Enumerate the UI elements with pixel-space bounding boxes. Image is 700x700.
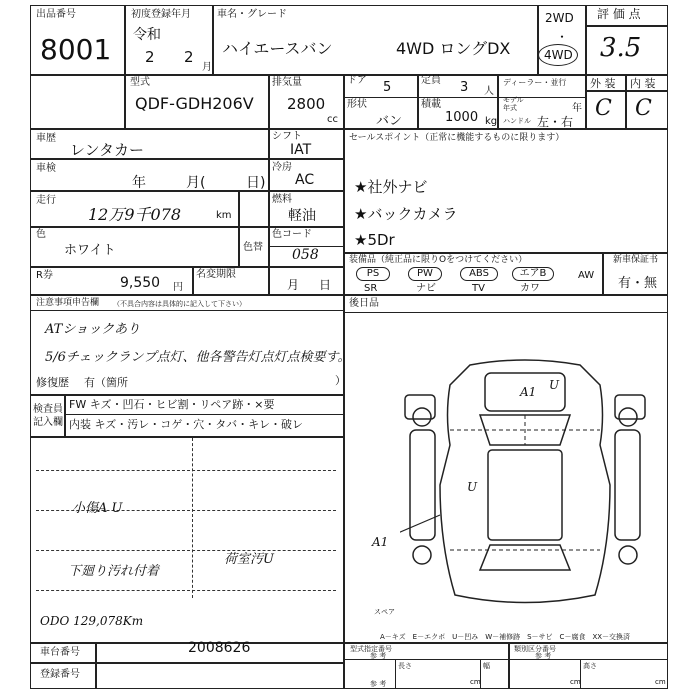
- door-label: ドア: [347, 75, 367, 86]
- damage-legend: A－キズ E－エクボ U－凹み W－補修跡 S－サビ C－腐食 XX－交換済: [380, 633, 631, 641]
- year-label: モデル年式: [503, 96, 524, 112]
- inspect-label: 車検: [36, 163, 56, 174]
- load: 1000: [445, 110, 479, 125]
- year-unit: 年: [572, 103, 582, 114]
- diagram-label: 後日品: [349, 298, 379, 309]
- notes-line1: ATショックあり: [45, 322, 141, 337]
- sales-point-1: ★社外ナビ: [354, 178, 428, 196]
- handwritten-note-3: 荷室汚U: [224, 552, 274, 567]
- equip-pw: PW: [408, 267, 442, 281]
- equip-ps: PS: [356, 267, 390, 281]
- car-name: ハイエースバン: [222, 39, 333, 58]
- shift: IAT: [290, 142, 312, 158]
- inspect-year: 年: [132, 175, 146, 191]
- notes-sub: （不具合内容は具体的に記入して下さい）: [113, 300, 246, 308]
- equipment-label: 装備品（純正品に限りOをつけてください）: [349, 255, 528, 265]
- name-change-month: 月: [287, 278, 300, 292]
- cap-label: 定員: [421, 75, 441, 86]
- int-label: 内 装: [630, 77, 656, 90]
- shift-label: シフト: [272, 131, 302, 142]
- reg-label: 初度登録年月: [131, 9, 191, 20]
- car-name-label: 車名・グレード: [217, 9, 287, 20]
- color-label: 色: [36, 229, 46, 240]
- handle: 左・右: [537, 115, 574, 129]
- ext-grade: C: [595, 96, 612, 121]
- inspector-row-2: 内装 キズ・汚レ・コゲ・穴・タバ・キレ・破レ: [69, 418, 304, 431]
- sales-label: セールスポイント（正常に機能するものに限ります）: [349, 133, 565, 143]
- width-label: 幅: [483, 662, 490, 670]
- inspector-row-1: FW キズ・凹石・ヒビ割・リペア跡・×要: [69, 398, 275, 411]
- mileage-label: 走行: [36, 195, 56, 206]
- color: ホワイト: [64, 243, 116, 258]
- int-grade: C: [635, 96, 652, 121]
- registration-label: 登録番号: [40, 669, 80, 680]
- chassis-label: 車台番号: [40, 647, 80, 658]
- notes-label: 注意事項申告欄: [36, 298, 100, 308]
- equip-airbag: エアB: [512, 267, 554, 281]
- repair-close: ）: [335, 374, 346, 387]
- handle-label: ハンドル: [503, 117, 531, 125]
- name-change-label: 名変期限: [196, 269, 236, 280]
- height-unit: cm: [655, 678, 666, 686]
- footer-ref: 参 考: [370, 680, 387, 688]
- ac: AC: [295, 172, 315, 188]
- sales-point-2: ★バックカメラ: [354, 205, 458, 223]
- color-code: 058: [292, 247, 319, 263]
- hist: レンタカー: [70, 141, 145, 159]
- chassis-number: 2008626: [188, 640, 251, 656]
- diagram-mark-1: A1: [520, 385, 537, 399]
- ext-label: 外 装: [590, 77, 616, 90]
- score: 3.5: [600, 33, 642, 63]
- fuel-label: 燃料: [272, 194, 292, 205]
- code-label: 色コード: [272, 229, 312, 240]
- width-unit: cm: [570, 678, 581, 686]
- drive-sep: ・: [556, 30, 569, 44]
- reg-month-unit: 月: [202, 62, 212, 73]
- capacity: 3: [460, 80, 469, 95]
- load-label: 積載: [421, 99, 441, 110]
- disp-label: 排気量: [272, 77, 302, 88]
- dealer-label: ディーラー・並行: [503, 78, 567, 87]
- diagram-mark-2: U: [549, 378, 560, 392]
- mileage: 12万9千078: [88, 205, 182, 224]
- reg-era: 令和: [133, 27, 161, 43]
- handwritten-note-1: 小傷A U: [72, 501, 123, 516]
- fuel: 軽油: [288, 208, 316, 224]
- tax-label: R券: [36, 270, 53, 281]
- name-change-day: 日: [319, 278, 332, 292]
- length-label: 長さ: [398, 662, 412, 670]
- recolor-label: 色替: [243, 242, 263, 253]
- displacement: 2800: [287, 95, 326, 113]
- equip-tv: TV: [472, 283, 485, 294]
- drive-2wd: 2WD: [545, 11, 574, 25]
- notes-line2: 5/6チェックランプ点灯、他各警告灯点灯点検要す。: [45, 350, 351, 365]
- mileage-unit: km: [216, 210, 232, 221]
- equip-leather: カワ: [520, 283, 540, 294]
- model-label: 型式: [130, 77, 150, 88]
- model-cert-label: 型式指定番号: [350, 645, 392, 653]
- load-unit: kg: [485, 116, 498, 127]
- model-cert-ref: 参 考: [370, 652, 387, 660]
- reg-month: 2: [184, 48, 194, 66]
- lot-number: 8001: [40, 33, 112, 66]
- car-grade: 4WD ロングDX: [396, 39, 511, 58]
- shape: バン: [376, 114, 403, 129]
- length-unit: cm: [470, 678, 481, 686]
- inspector-label-2: 記入欄: [33, 417, 63, 428]
- handwritten-odo: ODO 129,078Km: [40, 614, 144, 628]
- drive-4wd: 4WD: [544, 48, 573, 62]
- doors: 5: [383, 80, 392, 95]
- repair: 有（箇所: [84, 376, 128, 389]
- sales-point-3: ★5Dr: [354, 231, 395, 249]
- warranty: 有・無: [618, 276, 658, 291]
- hist-label: 車歴: [36, 133, 56, 144]
- inspect-day: 日): [246, 175, 266, 191]
- diagram-mark-3: A1: [372, 535, 389, 549]
- score-label: 評 価 点: [597, 7, 641, 21]
- cat-num-ref: 参 考: [535, 652, 552, 660]
- repair-label: 修復歴: [36, 376, 69, 389]
- equip-sr: SR: [364, 283, 378, 294]
- height-label: 高さ: [583, 662, 597, 670]
- cap-unit: 人: [484, 86, 494, 97]
- handwritten-note-2: 下廻り汚れ付着: [68, 564, 160, 579]
- equip-navi: ナビ: [416, 283, 436, 294]
- diagram-mark-4: U: [467, 480, 478, 494]
- tax: 9,550: [120, 275, 161, 291]
- disp-unit: cc: [327, 114, 338, 125]
- equip-aw: AW: [578, 270, 595, 281]
- cat-num-label: 類別区分番号: [514, 645, 556, 653]
- shape-label: 形状: [347, 99, 367, 110]
- spare-label: スペア: [374, 608, 395, 616]
- equip-abs: ABS: [460, 267, 498, 281]
- model-code: QDF-GDH206V: [135, 94, 254, 113]
- inspect-month: 月(: [186, 175, 206, 191]
- reg-year: 2: [145, 48, 155, 66]
- ac-label: 冷房: [272, 162, 292, 173]
- inspector-label-1: 検査員: [33, 404, 63, 415]
- lot-label: 出品番号: [36, 9, 76, 20]
- warranty-label: 新車保証书: [613, 255, 659, 265]
- tax-unit: 円: [173, 282, 183, 293]
